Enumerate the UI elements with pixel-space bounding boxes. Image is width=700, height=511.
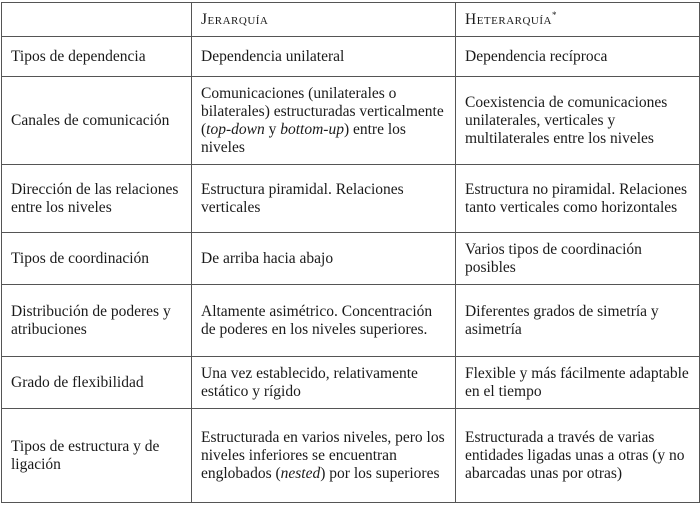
cell-text: y — [264, 120, 281, 138]
criterion-cell: Distribución de poderes y atribuciones — [2, 285, 192, 357]
header-criterion — [2, 3, 192, 37]
jerarquia-cell — [192, 77, 456, 165]
heterarquia-cell: Varios tipos de coordinación posibles — [456, 233, 700, 285]
header-jerarquia-label: Jerarquía — [201, 10, 269, 28]
heterarquia-cell: Dependencia recíproca — [456, 37, 700, 77]
table-row — [2, 77, 700, 165]
table-row — [2, 37, 700, 77]
cell-italic-text: top-down — [206, 120, 265, 138]
table-row — [2, 165, 700, 233]
criterion-cell: Tipos de coordinación — [2, 233, 192, 285]
table-row — [2, 285, 700, 357]
table-header-row — [2, 3, 700, 37]
cell-italic-text: nested — [280, 464, 321, 482]
footnote-mark: * — [551, 9, 557, 20]
criterion-cell: Dirección de las relaciones entre los niveles — [2, 165, 192, 233]
comparison-table — [1, 2, 700, 503]
jerarquia-cell — [192, 409, 456, 503]
jerarquia-cell: Altamente asimétrico. Concentración de poderes en los niveles superiores. — [192, 285, 456, 357]
heterarquia-cell: Coexistencia de comunicaciones unilaterales, verticales y multilaterales entre los niveles — [456, 77, 700, 165]
header-heterarquia-label: Heterarquía — [465, 10, 552, 28]
heterarquia-cell: Flexible y más fácilmente adaptable en el tiempo — [456, 357, 700, 409]
header-heterarquia — [456, 3, 700, 37]
jerarquia-cell: Dependencia unilateral — [192, 37, 456, 77]
table-row — [2, 409, 700, 503]
table-row — [2, 357, 700, 409]
heterarquia-cell: Diferentes grados de simetría y asimetría — [456, 285, 700, 357]
table-row — [2, 233, 700, 285]
criterion-cell: Tipos de dependencia — [2, 37, 192, 77]
heterarquia-cell: Estructurada a través de varias entidades ligadas unas a otras (y no abarcadas unas por otras) — [456, 409, 700, 503]
criterion-cell: Tipos de estructura y de ligación — [2, 409, 192, 503]
cell-text: Comunicaciones (unilaterales o bilaterales) estructuradas verticalmente ( — [201, 84, 444, 138]
jerarquia-cell: Estructura piramidal. Relaciones verticales — [192, 165, 456, 233]
jerarquia-cell: Una vez establecido, relativamente estático y rígido — [192, 357, 456, 409]
header-jerarquia — [192, 3, 456, 37]
cell-text: ) entre los niveles — [201, 120, 406, 156]
criterion-cell: Grado de flexibilidad — [2, 357, 192, 409]
cell-text: ) por los superiores — [320, 464, 440, 482]
criterion-cell: Canales de comunicación — [2, 77, 192, 165]
jerarquia-cell: De arriba hacia abajo — [192, 233, 456, 285]
cell-italic-text: bottom-up — [280, 120, 344, 138]
heterarquia-cell: Estructura no piramidal. Relaciones tanto verticales como horizontales — [456, 165, 700, 233]
cell-text: Estructurada en varios niveles, pero los niveles inferiores se encuentran englobados ( — [201, 428, 445, 482]
